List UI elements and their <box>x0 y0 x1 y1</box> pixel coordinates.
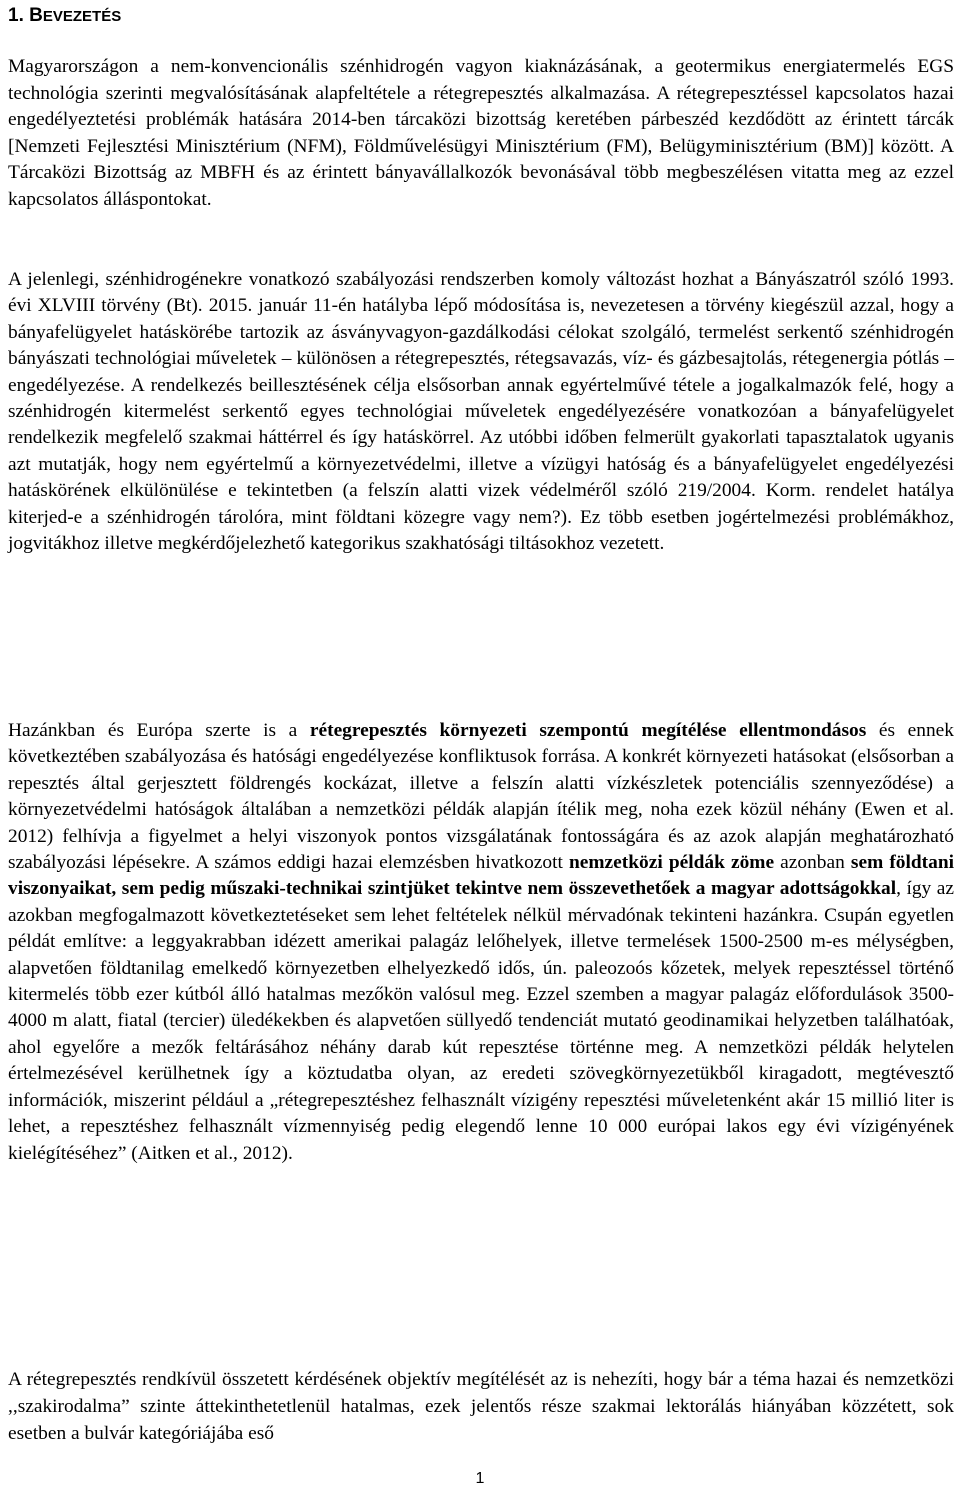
paragraph-regulation <box>8 267 954 557</box>
bold-run: sem földtani viszonyaikat, sem pedig műszaki-technikai szintjüket tekintve nem összevethetőek a magyar adottságokkal <box>8 852 954 900</box>
text-run: A rétegrepesztés rendkívül összetett kérdésének objektív megítélését az is nehezíti, hogy bár a téma hazai és nemzetközi ,,szakirodalma” szinte áttekinthetetlenül hatalmas, ezek jelentős része szakmai lektorálás hiányában közzétett, sok esetben a bulvár kategóriájába eső <box>8 1369 954 1444</box>
bold-run: rétegrepesztés környezeti szempontú megítélése ellentmondásos <box>309 720 867 741</box>
text-run: azonban <box>774 852 851 874</box>
text-run: Magyarországon a nem-konvencionális szénhidrogén vagyon kiaknázásának, a geotermikus energiatermelés EGS technológia szerinti megvalósításának alapfeltétele a rétegrepesztés alkalmazása. A rétegrepesztéssel kapcsolatos hazai engedélyeztetési problémák hatására 2014-ben tárcaközi bizottság keretében párbeszéd kezdődött az érintett tárcák [Nemzeti Fejlesztési Minisztérium (NFM), Földművelésügyi Minisztérium (FM), Belügyminisztérium (BM)] között. A Tárcaközi Bizottság az MBFH és az érintett bányavállalkozók bevonásával több megbeszélésen vitatta meg az ezzel kapcsolatos álláspontokat. <box>8 56 954 210</box>
paragraph-intro <box>8 54 954 213</box>
paragraph-closing <box>8 1366 954 1447</box>
text-run: Hazánkban és Európa szerte is a <box>8 720 310 741</box>
text-run: A jelenlegi, szénhidrogénekre vonatkozó szabályozási rendszerben komoly változást hozhat a Bányászatról szóló 1993. évi XLVIII törvény (Bt). 2015. január 11-én hatályba lépő módosítása is, nevezetesen a törvény kiegészül azzal, hogy a bányafelügyelet hatáskörébe tartozik az ásványvagyon-gazdálkodási célokat szolgáló, termelést serkentő szénhidrogén bányászati technológiai műveletek – különösen a rétegrepesztés, rétegsavazás, víz- és gázbesajtolás, rétegenergia pótlás – engedélyezése. A rendelkezés beillesztésének célja elsősorban annak egyértelművé tétele a jogalkalmazók felé, hogy a szénhidrogén kitermelést serkentő egyes technológiai műveletek engedélyezésére vonatkozóan a bányafelügyelet rendelkezik megfelelő szakmai háttérrel és így hatáskörrel. Az utóbbi időben felmerült gyakorlati tapasztalatok ugyanis azt mutatják, hogy nem egyértelmű a környezetvédelmi, illetve a vízügyi hatóság és a bányafelügyelet engedélyezési hatáskörének elkülönülése e tekintetben (a felszín alatti vizek védelméről szóló 219/2004. Korm. rendelet hatálya kiterjed-e a szénhidrogén tárolóra, mint földtani közegre vagy nem?). Ez több esetben jogértelmezési problémákhoz, jogvitákhoz illetve megkérdőjelezhető kategorikus szakhatósági tiltásokhoz vezetett. <box>8 269 954 555</box>
section-heading <box>8 4 121 29</box>
page-number: 1 <box>475 1470 485 1487</box>
heading-rest: EVEZETÉS <box>42 8 122 25</box>
bold-run: nemzetközi példák zöme <box>569 852 775 874</box>
paragraph-europe <box>8 718 954 1167</box>
heading-number: 1. <box>8 5 30 26</box>
text-run: és ennek következtében szabályozása és hatósági engedélyezése konfliktusok forrása. A konkrét környezeti hatásokat (elsősorban a repesztés által gerjesztett földrengés kockázat, illetve a felszín alatti vízkészletek potenciális szennyeződése) a környezetvédelmi hatóságok általában a nemzetközi példák alapján ítélik meg, noha ezek közül néhány (Ewen et al. 2012) felhívja a figyelmet a helyi viszonyok pontos vizsgálatának fontosságára és az azok alapján meghatározható szabályozási lépésekre. A számos eddigi hazai elemzésben hivatkozott <box>8 720 954 874</box>
heading-initial: B <box>29 5 43 26</box>
text-run: , így az azokban megfogalmazott következtetéseket sem lehet feltételek nélkül mérvadónak tekinteni hazánkra. Csupán egyetlen példát említve: a leggyakrabban idézett amerikai palagáz lelőhelyek, illetve termelések 1500-2500 m-es mélységben, alapvetően földtanilag emelkedő környezetben elhelyezkedő idős, ún. paleozoós kőzetek, melyek repesztéssel történő kitermelés több ezer kútból álló hatalmas mezőkön valósul meg. Ezzel szemben a magyar palagáz előfordulások 3500-4000 m alatt, fiatal (tercier) üledékekben és alapvetően süllyedő tendenciát mutató geodinamikai helyzetben találhatóak, ahol egyelőre a mezők feltárásához néhány darab kút repesztése történne meg. A nemzetközi példák helytelen értelmezésével kerülhetnek így a köztudatba olyan, az eredeti szövegkörnyezetükből kiragadott, megtévesztő információk, miszerint például a „rétegrepesztéshez felhasznált vízigény repesztési műveletenként akár 15 millió liter is lehet, a repesztéshez felhasznált vízmennyiség pedig elegendő lenne 10 000 európai lakos egy évi vízigényének kielégítéséhez” (Aitken et al., 2012). <box>8 878 954 1164</box>
